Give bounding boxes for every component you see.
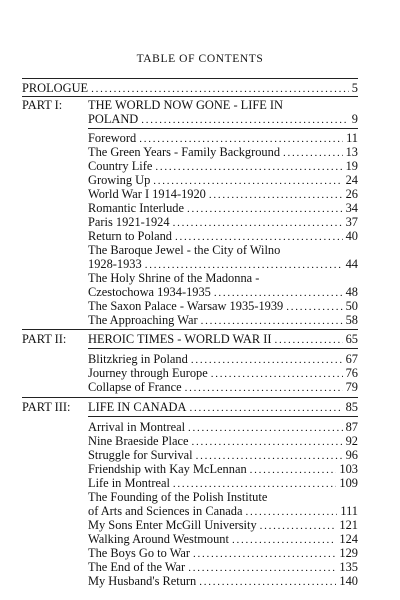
entry-page: 109 <box>339 476 358 490</box>
entry-title: Walking Around Westmount <box>88 532 229 546</box>
leader-dots <box>187 202 343 216</box>
leader-dots <box>153 174 342 188</box>
toc-entry <box>88 462 358 476</box>
entry-title: The Boys Go to War <box>88 546 191 560</box>
leader-dots <box>91 82 349 96</box>
entry-page: 111 <box>340 504 358 518</box>
part1-title-line2 <box>88 112 358 126</box>
entry-page: 140 <box>339 574 358 588</box>
rule-before-part3 <box>22 397 358 398</box>
entry-title: Return to Poland <box>88 229 172 243</box>
leader-dots <box>139 132 343 146</box>
leader-dots <box>246 505 338 519</box>
leader-dots <box>201 314 343 328</box>
entry-title: The Green Years - Family Background <box>88 145 281 159</box>
entry-title: The End of the War <box>88 560 186 574</box>
leader-dots <box>250 463 337 477</box>
entry-page: 11 <box>346 131 358 145</box>
leader-dots <box>274 333 342 347</box>
part1-title-line1: THE WORLD NOW GONE - LIFE IN <box>88 98 284 112</box>
leader-dots <box>286 300 342 314</box>
entry-title: Romantic Interlude <box>88 201 184 215</box>
leader-dots <box>193 547 336 561</box>
entry-page: 79 <box>345 380 358 394</box>
entry-page: 76 <box>345 366 358 380</box>
entry-title: Collapse of France <box>88 380 182 394</box>
entry-page: 103 <box>339 462 358 476</box>
entry-title: Life in Montreal <box>88 476 170 490</box>
leader-dots <box>214 286 343 300</box>
entry-page: 121 <box>339 518 358 532</box>
toc-entry-prologue <box>22 81 358 95</box>
leader-dots <box>209 188 343 202</box>
entry-page: 50 <box>345 299 358 313</box>
entry-title: The Saxon Palace - Warsaw 1935-1939 <box>88 299 284 313</box>
part3-rule <box>88 416 358 417</box>
toc-entry <box>88 366 358 380</box>
entry-title: LIFE IN CANADA <box>88 400 187 414</box>
toc-entry <box>88 532 358 546</box>
top-rule <box>22 78 358 79</box>
entry-page: 26 <box>345 187 358 201</box>
entry-title: The Approaching War <box>88 313 198 327</box>
rule-after-prologue <box>22 96 358 97</box>
leader-dots <box>141 113 349 127</box>
toc-entry <box>88 299 358 313</box>
entry-page: 9 <box>351 112 358 126</box>
leader-dots <box>173 477 337 491</box>
entry-page: 48 <box>345 285 358 299</box>
toc-entry <box>88 448 358 462</box>
entry-title: Journey through Europe <box>88 366 208 380</box>
entry-title: HEROIC TIMES - WORLD WAR II <box>88 332 272 346</box>
entry-title: The Baroque Jewel - the City of Wilno <box>88 243 281 257</box>
entry-page: 58 <box>345 313 358 327</box>
toc-entry <box>88 145 358 159</box>
toc-entry <box>88 257 358 271</box>
toc-entry <box>88 434 358 448</box>
entry-title: Foreword <box>88 131 137 145</box>
entry-page: 92 <box>345 434 358 448</box>
entry-title: My Husband's Return <box>88 574 197 588</box>
leader-dots <box>191 435 342 449</box>
entry-page: 37 <box>345 215 358 229</box>
entry-page: 85 <box>345 400 358 414</box>
entry-title: My Sons Enter McGill University <box>88 518 257 532</box>
entry-title-cont: of Arts and Sciences in Canada <box>88 504 243 518</box>
toc-entry <box>88 229 358 243</box>
entry-title-cont: 1928-1933 <box>88 257 142 271</box>
toc-entry <box>88 352 358 366</box>
entry-page: 96 <box>345 448 358 462</box>
toc-entry <box>88 201 358 215</box>
leader-dots <box>145 258 343 272</box>
toc-entry <box>88 560 358 574</box>
toc-entry <box>88 215 358 229</box>
leader-dots <box>196 449 343 463</box>
entry-page: 124 <box>339 532 358 546</box>
toc-heading: TABLE OF CONTENTS <box>136 53 264 65</box>
toc-entry <box>88 285 358 299</box>
entry-title: Country Life <box>88 159 153 173</box>
leader-dots <box>211 367 343 381</box>
entry-page: 65 <box>345 332 358 346</box>
leader-dots <box>155 160 342 174</box>
toc-entry <box>88 476 358 490</box>
part2-label: PART II: <box>22 332 67 346</box>
leader-dots <box>260 519 337 533</box>
entry-title: PROLOGUE <box>22 81 89 95</box>
toc-entry <box>88 574 358 588</box>
toc-entry <box>88 546 358 560</box>
leader-dots <box>188 421 343 435</box>
leader-dots <box>185 381 343 395</box>
entry-title: Paris 1921-1924 <box>88 215 170 229</box>
entry-page: 34 <box>345 201 358 215</box>
entry-page: 135 <box>339 560 358 574</box>
entry-title: World War I 1914-1920 <box>88 187 206 201</box>
toc-entry <box>88 380 358 394</box>
part3-title <box>88 400 358 414</box>
toc-entry <box>88 313 358 327</box>
toc-entry <box>88 518 358 532</box>
leader-dots <box>199 575 336 589</box>
part2-rule <box>88 348 358 349</box>
entry-title: Friendship with Kay McLennan <box>88 462 247 476</box>
entry-page: 44 <box>345 257 358 271</box>
entry-title: Growing Up <box>88 173 151 187</box>
entry-title: Arrival in Montreal <box>88 420 186 434</box>
entry-page: 67 <box>345 352 358 366</box>
toc-entry <box>88 159 358 173</box>
entry-page: 40 <box>345 229 358 243</box>
part2-title <box>88 332 358 346</box>
leader-dots <box>175 230 343 244</box>
entry-title: The Holy Shrine of the Madonna - <box>88 271 260 285</box>
entry-title-cont: Czestochowa 1934-1935 <box>88 285 211 299</box>
part1-rule <box>88 128 358 129</box>
leader-dots <box>191 353 343 367</box>
entry-page: 129 <box>339 546 358 560</box>
leader-dots <box>232 533 336 547</box>
leader-dots <box>283 146 343 160</box>
leader-dots <box>189 401 342 415</box>
entry-page: 87 <box>345 420 358 434</box>
toc-entry <box>88 187 358 201</box>
entry-page: 24 <box>345 173 358 187</box>
entry-page: 19 <box>345 159 358 173</box>
entry-title: POLAND <box>88 112 139 126</box>
part3-label: PART III: <box>22 400 71 414</box>
part1-label: PART I: <box>22 98 63 112</box>
toc-entry <box>88 131 358 145</box>
entry-title: Nine Braeside Place <box>88 434 189 448</box>
rule-before-part2 <box>22 329 358 330</box>
entry-title: Blitzkrieg in Poland <box>88 352 188 366</box>
toc-entry <box>88 420 358 434</box>
entry-page: 5 <box>351 81 358 95</box>
entry-title: Struggle for Survival <box>88 448 193 462</box>
entry-title: The Founding of the Polish Institute <box>88 490 268 504</box>
toc-entry <box>88 173 358 187</box>
leader-dots <box>188 561 336 575</box>
leader-dots <box>173 216 343 230</box>
entry-page: 13 <box>345 145 358 159</box>
toc-entry <box>88 504 358 518</box>
